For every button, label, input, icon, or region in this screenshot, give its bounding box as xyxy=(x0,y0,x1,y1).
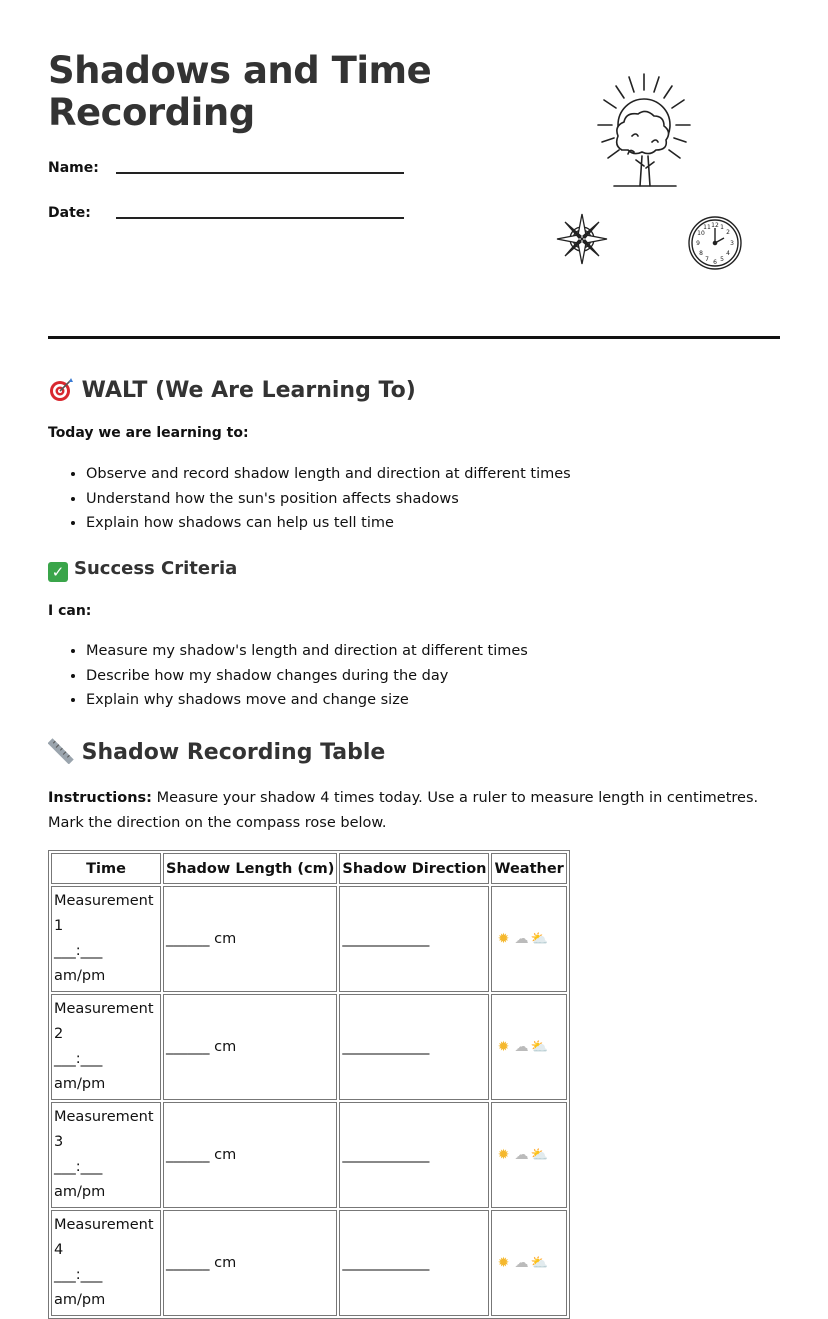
weather-cell[interactable] xyxy=(491,886,566,992)
length-cell[interactable]: ______ cm xyxy=(163,886,337,992)
svg-text:6: 6 xyxy=(713,259,717,266)
name-label: Name: xyxy=(48,160,99,176)
length-cell[interactable]: ______ cm xyxy=(163,994,337,1100)
clock-icon xyxy=(686,214,744,272)
svg-text:5: 5 xyxy=(720,256,724,263)
svg-text:1: 1 xyxy=(720,224,724,231)
check-icon: ✓ xyxy=(48,562,68,582)
svg-text:11: 11 xyxy=(703,224,711,231)
success-intro: I can: xyxy=(48,603,92,619)
table-row xyxy=(51,886,567,992)
time-blank[interactable]: ___:___ am/pm xyxy=(54,1051,106,1092)
partly-cloudy-icon[interactable]: ⛅ xyxy=(530,930,549,947)
page-title xyxy=(48,50,431,134)
success-heading xyxy=(48,558,237,582)
time-blank[interactable]: ___:___ am/pm xyxy=(54,943,106,984)
table-header-row xyxy=(51,853,567,884)
list-item: • Explain how shadows can help us tell time xyxy=(86,511,571,536)
target-icon xyxy=(48,376,74,402)
svg-text:7: 7 xyxy=(705,256,709,263)
instructions xyxy=(48,786,780,836)
date-label: Date: xyxy=(48,205,91,221)
shadow-recording-table xyxy=(48,850,570,1319)
cloud-icon[interactable]: ☁ xyxy=(514,1038,529,1055)
table-row xyxy=(51,994,567,1100)
weather-cell[interactable] xyxy=(491,1210,566,1316)
measurement-label: Measurement 1 xyxy=(54,893,154,934)
svg-text:12: 12 xyxy=(711,222,719,229)
length-cell[interactable]: ______ cm xyxy=(163,1210,337,1316)
svg-text:10: 10 xyxy=(697,230,705,237)
direction-cell[interactable]: ____________ xyxy=(339,886,489,992)
compass-rose-icon xyxy=(555,212,609,266)
list-item: • Explain why shadows move and change size xyxy=(86,688,528,713)
table-row xyxy=(51,1210,567,1316)
recording-heading-text: Shadow Recording Table xyxy=(81,740,386,765)
column-header: Shadow Direction xyxy=(339,853,489,884)
success-heading-text: Success Criteria xyxy=(74,558,238,579)
weather-cell[interactable] xyxy=(491,994,566,1100)
ruler-icon xyxy=(48,738,74,764)
svg-text:2: 2 xyxy=(726,229,730,236)
direction-cell[interactable]: ____________ xyxy=(339,994,489,1100)
success-list xyxy=(48,639,528,713)
sun-icon[interactable]: ✹ xyxy=(497,1254,510,1271)
sun-tree-icon xyxy=(592,70,696,192)
svg-text:8: 8 xyxy=(699,250,703,257)
list-item: • Understand how the sun's position affects shadows xyxy=(86,487,571,512)
list-item: • Observe and record shadow length and direction at different times xyxy=(86,462,571,487)
list-item: • Measure my shadow's length and direction at different times xyxy=(86,639,528,664)
walt-intro: Today we are learning to: xyxy=(48,425,249,441)
walt-heading xyxy=(48,376,416,403)
partly-cloudy-icon[interactable]: ⛅ xyxy=(530,1038,549,1055)
svg-text:9: 9 xyxy=(696,240,700,247)
name-line[interactable] xyxy=(116,172,404,174)
column-header: Weather xyxy=(491,853,566,884)
time-cell[interactable] xyxy=(51,994,161,1100)
walt-list xyxy=(48,462,571,536)
partly-cloudy-icon[interactable]: ⛅ xyxy=(530,1146,549,1163)
sun-icon[interactable]: ✹ xyxy=(497,1038,510,1055)
recording-heading xyxy=(48,738,385,765)
time-blank[interactable]: ___:___ am/pm xyxy=(54,1267,106,1308)
title-line-1: Shadows and Time xyxy=(48,49,432,92)
partly-cloudy-icon[interactable]: ⛅ xyxy=(530,1254,549,1271)
list-item: • Describe how my shadow changes during the day xyxy=(86,664,528,689)
measurement-label: Measurement 4 xyxy=(54,1217,154,1258)
date-field[interactable] xyxy=(48,205,91,221)
cloud-icon[interactable]: ☁ xyxy=(514,930,529,947)
time-cell[interactable] xyxy=(51,1210,161,1316)
direction-cell[interactable]: ____________ xyxy=(339,1102,489,1208)
name-field[interactable] xyxy=(48,160,99,176)
measurement-label: Measurement 3 xyxy=(54,1109,154,1150)
cloud-icon[interactable]: ☁ xyxy=(514,1146,529,1163)
column-header: Time xyxy=(51,853,161,884)
direction-cell[interactable]: ____________ xyxy=(339,1210,489,1316)
cloud-icon[interactable]: ☁ xyxy=(514,1254,529,1271)
sun-icon[interactable]: ✹ xyxy=(497,930,510,947)
svg-text:3: 3 xyxy=(730,240,734,247)
time-cell[interactable] xyxy=(51,886,161,992)
svg-text:4: 4 xyxy=(726,250,730,257)
time-blank[interactable]: ___:___ am/pm xyxy=(54,1159,106,1200)
date-line[interactable] xyxy=(116,217,404,219)
instructions-label: Instructions: xyxy=(48,790,152,806)
walt-heading-text: WALT (We Are Learning To) xyxy=(81,378,416,403)
sun-icon[interactable]: ✹ xyxy=(497,1146,510,1163)
length-cell[interactable]: ______ cm xyxy=(163,1102,337,1208)
section-divider xyxy=(48,336,780,339)
title-line-2: Recording xyxy=(48,91,255,134)
column-header: Shadow Length (cm) xyxy=(163,853,337,884)
instructions-text: Measure your shadow 4 times today. Use a ruler to measure length in centimetres. Mark the direction on the compass rose below. xyxy=(48,790,759,831)
measurement-label: Measurement 2 xyxy=(54,1001,154,1042)
